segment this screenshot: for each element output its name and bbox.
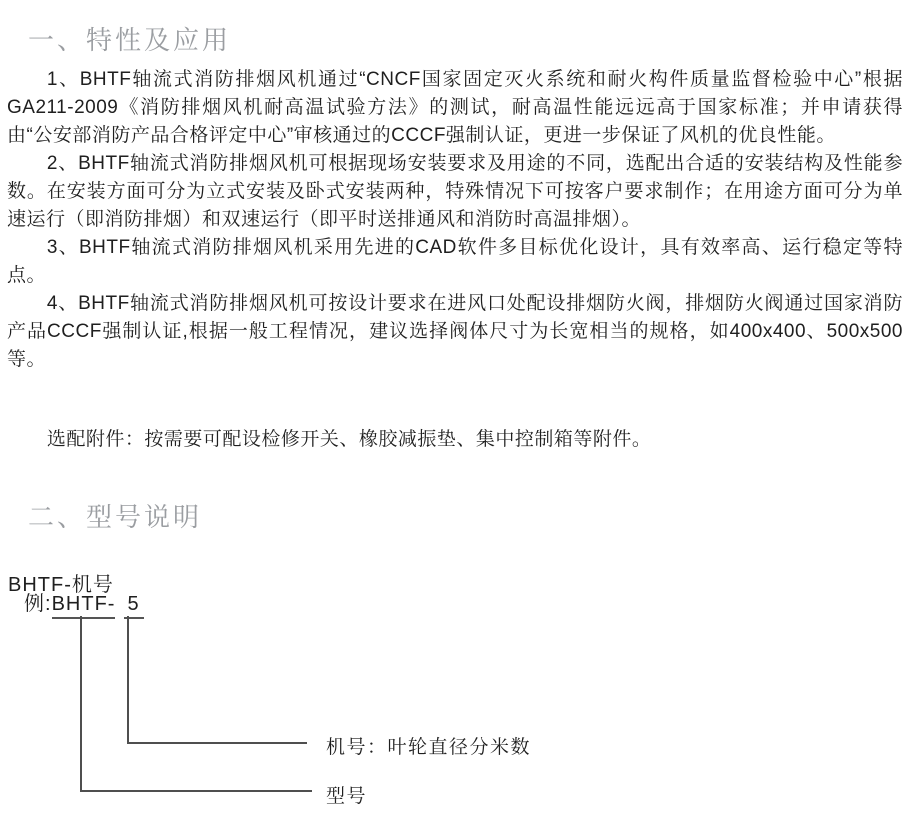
accessories-note: 选配附件：按需要可配设检修开关、橡胶减振垫、集中控制箱等附件。 — [46, 429, 652, 450]
example-model-underlined: BHTF- — [52, 594, 116, 619]
model-example — [24, 594, 144, 619]
body-paragraph: 4、BHTF轴流式消防排烟风机可按设计要求在进风口处配设排烟防火阀，排烟防火阀通过国家消防产品CCCF强制认证,根据一般工程情况，建议选择阀体尺寸为长宽相当的规格，如400x400、500x500等。 — [7, 293, 903, 370]
example-prefix: 例: — [24, 593, 52, 615]
model-number-diagram — [0, 560, 910, 826]
body-paragraph: 3、BHTF轴流式消防排烟风机采用先进的CAD软件多目标优化设计，具有效率高、运行稳定等特点。 — [7, 237, 903, 286]
example-number-underlined: 5 — [124, 594, 143, 619]
body-paragraph: 1、BHTF轴流式消防排烟风机通过“CNCF国家固定灭火系统和耐火构件质量监督检验中心”根据GA211-2009《消防排烟风机耐高温试验方法》的测试，耐高温性能远远高于国家标准；并申请获得由“公安部消防产品合格评定中心”审核通过的CCCF强制认证，更进一步保证了风机的优良性能。 — [7, 69, 903, 146]
callout-line-number-vertical — [127, 616, 129, 744]
callout-line-model-horizontal — [80, 790, 312, 792]
fan-number-callout-label: 机号：叶轮直径分米数 — [326, 737, 532, 758]
model-format-label: BHTF-机号 — [8, 574, 114, 596]
body-paragraph: 2、BHTF轴流式消防排烟风机可根据现场安装要求及用途的不同，选配出合适的安装结构及性能参数。在安装方面可分为立式安装及卧式安装两种，特殊情况下可按客户要求制作；在用途方面可分为单速运行（即消防排烟）和双速运行（即平时送排通风和消防时高温排烟）。 — [7, 153, 903, 230]
section1-body — [7, 66, 903, 374]
section2-heading: 二、型号说明 — [28, 502, 203, 532]
callout-line-number-horizontal — [127, 742, 307, 744]
callout-line-model-vertical — [80, 616, 82, 792]
model-callout-label: 型号 — [326, 786, 368, 807]
section1-heading: 一、特性及应用 — [28, 25, 232, 55]
